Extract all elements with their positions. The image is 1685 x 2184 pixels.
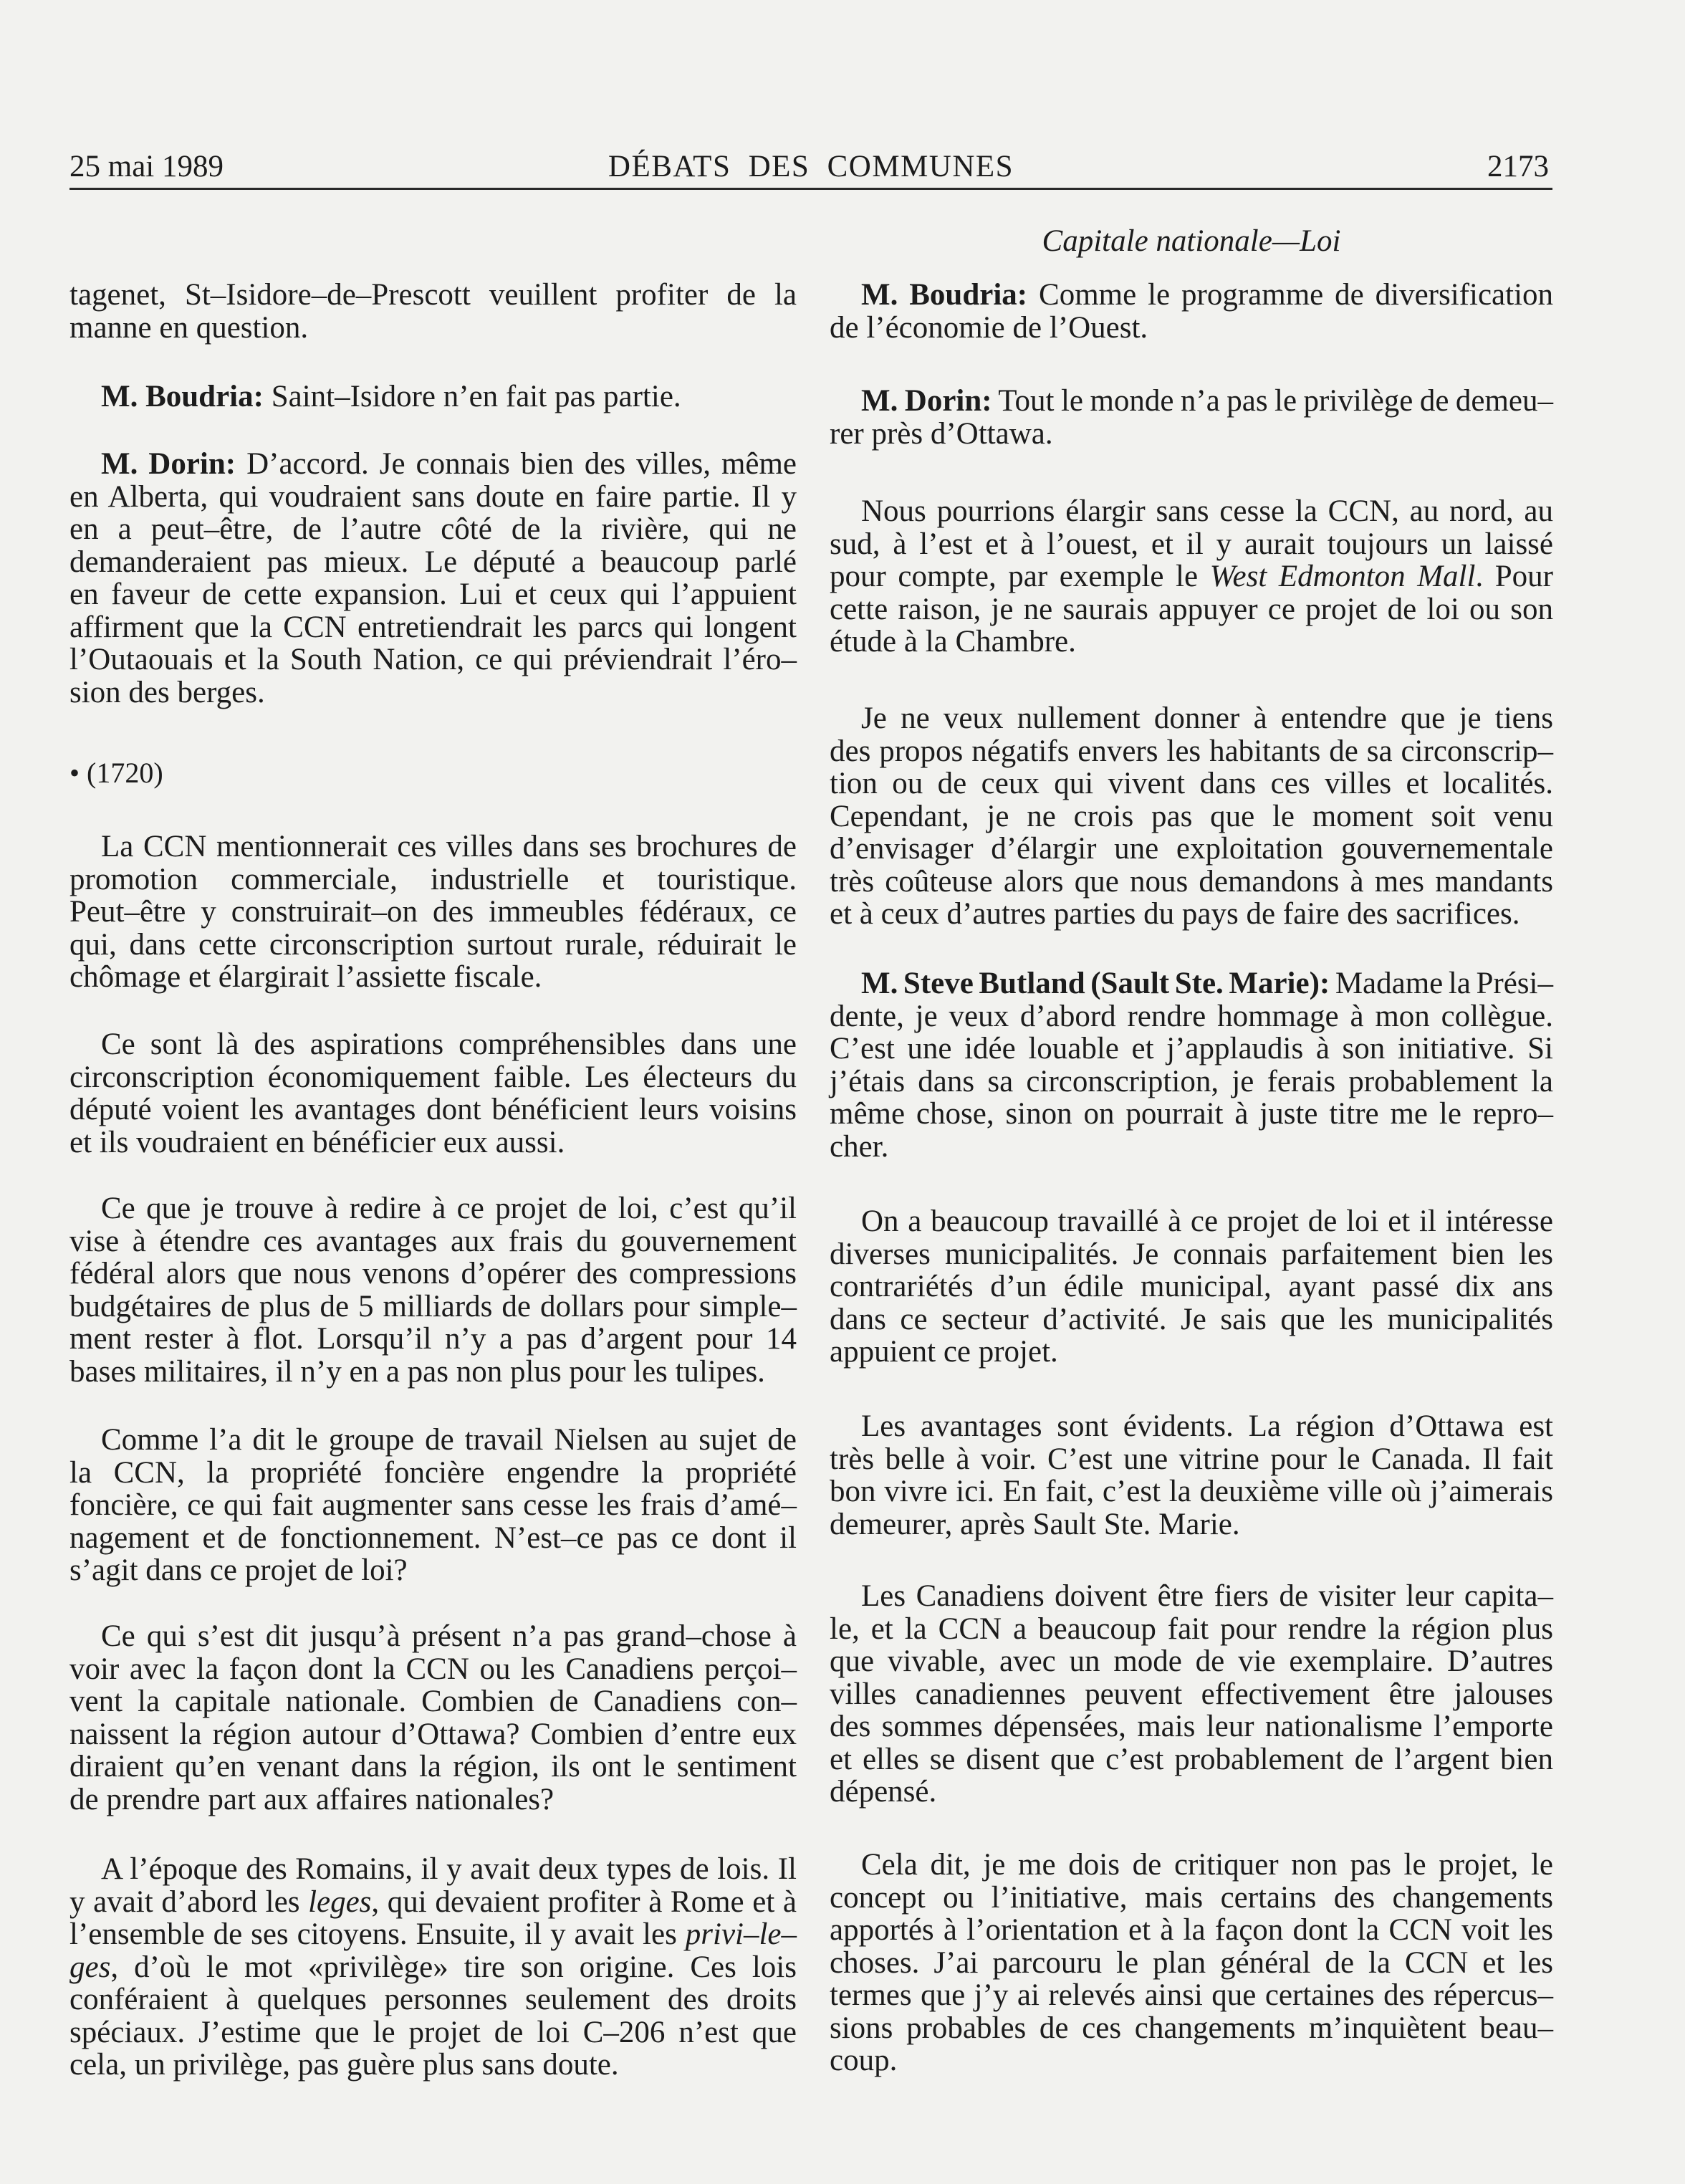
text-line: Ce sont là des aspirations compréhensibles dans une	[101, 1028, 797, 1061]
text-segment: l’ensemble de ses citoyens. Ensuite, il y avait les	[69, 1917, 677, 1951]
text-line: Peut–être y construirait–on des immeubles fédéraux, ce	[69, 895, 797, 929]
page-number: 2173	[1487, 150, 1549, 183]
text-line: chômage et élargirait l’assiette fiscale.	[69, 960, 542, 994]
paragraph	[830, 1849, 1553, 2077]
paragraph	[69, 1028, 797, 1159]
paragraph	[69, 380, 797, 413]
speech-text: Comme le programme de diversification	[1039, 278, 1554, 312]
paragraph	[830, 967, 1553, 1163]
text-line: bases militaires, il n’y en a pas non plus pour les tulipes.	[69, 1354, 765, 1389]
text-line: dans ce secteur d’activité. Je sais que les municipalités	[830, 1302, 1553, 1336]
text-line: voir avec la façon dont la CCN ou les Canadiens perçoi–	[69, 1652, 797, 1686]
text-line: demeurer, après Sault Ste. Marie.	[830, 1507, 1240, 1541]
text-line: Je ne veux nullement donner à entendre que je tiens	[861, 701, 1553, 735]
text-line: cela, un privilège, pas guère plus sans doute.	[69, 2048, 619, 2082]
text-line	[830, 967, 1553, 1000]
paragraph	[830, 1410, 1553, 1541]
text-line: Nous pourrions élargir sans cesse la CCN, au nord, au	[861, 494, 1553, 528]
text-line: contrariétés d’un édile municipal, ayant passé dix ans	[830, 1270, 1553, 1303]
speech-text: D’accord. Je connais bien des villes, même	[246, 447, 797, 481]
text-line: spéciaux. J’estime que le projet de loi C–206 n’est que	[69, 2015, 797, 2049]
text-segment: . Pour	[1475, 560, 1554, 593]
text-line: des sommes dépensées, mais leur nationalisme l’emporte	[830, 1710, 1553, 1743]
text-line: sion des berges.	[69, 675, 265, 709]
paragraph	[830, 702, 1553, 931]
text-line: promotion commerciale, industrielle et touristique.	[69, 862, 797, 896]
text-line: conféraient à quelques personnes seulement des droits	[69, 1983, 797, 2016]
left-column	[69, 0, 797, 2184]
text-line: le, et la CCN a beaucoup fait pour rendre la région plus	[830, 1611, 1553, 1646]
speaker-name: M. Dorin:	[101, 447, 236, 481]
emphasis-text: privi–le–	[685, 1917, 797, 1951]
paragraph	[830, 385, 1553, 450]
text-line: Les Canadiens doivent être fiers de visiter leur capita–	[861, 1579, 1553, 1613]
text-line: budgétaires de plus de 5 milliards de dollars pour simple–	[69, 1289, 797, 1323]
section-heading: Capitale nationale—Loi	[1042, 224, 1341, 258]
text-line	[69, 448, 797, 481]
text-line: et à ceux d’autres parties du pays de faire des sacrifices.	[830, 897, 1520, 931]
text-line: Comme l’a dit le groupe de travail Nielsen au sujet de	[101, 1423, 797, 1457]
text-line: villes canadiennes peuvent effectivement être jalouses	[830, 1677, 1553, 1711]
text-line: Les avantages sont évidents. La région d’Ottawa est	[861, 1409, 1553, 1443]
section-heading-block	[830, 225, 1553, 258]
text-line: dépensé.	[830, 1775, 937, 1809]
text-line	[830, 560, 1553, 593]
text-line	[69, 380, 797, 413]
text-line: Cependant, je ne crois pas que le moment soit venu	[830, 799, 1553, 833]
time-marker: • (1720)	[69, 757, 163, 789]
text-line: termes que j’y ai relevés ainsi que certaines des répercus–	[830, 1978, 1553, 2012]
text-line: très coûteuse alors que nous demandons à mes mandants	[830, 864, 1553, 899]
text-line: foncière, ce qui fait augmenter sans cesse les frais d’amé–	[69, 1488, 797, 1522]
emphasis-text: West Edmonton Mall	[1209, 560, 1476, 593]
text-line: tagenet, St–Isidore–de–Prescott veuillent profiter de la	[69, 278, 797, 312]
text-line: choses. J’ai parcouru le plan général de la CCN et les	[830, 1945, 1553, 1980]
speaker-name: M. Boudria:	[861, 278, 1028, 312]
text-line: vent la capitale nationale. Combien de Canadiens con–	[69, 1685, 797, 1718]
text-line: bon vivre ici. En fait, c’est la deuxième ville où j’aimerais	[830, 1475, 1553, 1508]
paragraph	[69, 448, 797, 709]
text-line: d’envisager d’élargir une exploitation gouvernementale	[830, 832, 1553, 866]
text-line: cher.	[830, 1129, 889, 1164]
text-line	[69, 1951, 797, 1984]
text-line: Ce que je trouve à redire à ce projet de loi, c’est qu’il	[101, 1192, 797, 1225]
paragraph	[830, 495, 1553, 658]
text-line: cette raison, je ne saurais appuyer ce projet de loi ou son	[830, 592, 1553, 626]
text-line: l’Outaouais et la South Nation, ce qui préviendrait l’éro–	[69, 643, 797, 676]
text-line: sud, à l’est et à l’ouest, et il y aurait toujours un laissé	[830, 527, 1553, 561]
speech-text: Madame la Prési–	[1335, 967, 1553, 1000]
text-line: très belle à voir. C’est une vitrine pour le Canada. Il fait	[830, 1442, 1553, 1476]
paragraph	[69, 279, 797, 344]
text-segment: y avait d’abord les	[69, 1884, 300, 1919]
text-line: Cela dit, je me dois de critiquer non pas le projet, le	[861, 1848, 1553, 1882]
text-line: A l’époque des Romains, il y avait deux types de lois. Il	[101, 1852, 797, 1886]
text-line: coup.	[830, 2044, 898, 2077]
text-line: diraient qu’en venant dans la région, ils ont le sentiment	[69, 1750, 797, 1783]
text-line: nagement et de fonctionnement. N’est–ce pas ce dont il	[69, 1520, 797, 1555]
text-line: vise à étendre ces avantages aux frais du gouvernement	[69, 1224, 797, 1258]
paragraph	[830, 1580, 1553, 1809]
text-line: circonscription économiquement faible. Les électeurs du	[69, 1060, 797, 1094]
text-line: La CCN mentionnerait ces villes dans ses brochures de	[101, 830, 797, 863]
text-line: Ce qui s’est dit jusqu’à présent n’a pas grand–chose à	[101, 1619, 797, 1653]
text-line: qui, dans cette circonscription surtout rurale, réduirait le	[69, 927, 797, 962]
text-line	[69, 1918, 797, 1951]
text-line: ment rester à flot. Lorsqu’il n’y a pas d’argent pour 14	[69, 1322, 797, 1356]
text-line: apportés à l’orientation et à la façon dont la CCN voit les	[830, 1913, 1553, 1947]
text-line: concept ou l’initiative, mais certains des changements	[830, 1880, 1553, 1915]
text-line: de l’économie de l’Ouest.	[830, 310, 1148, 345]
text-line: même chose, sinon on pourrait à juste titre me le repro–	[830, 1097, 1553, 1131]
paragraph	[69, 1620, 797, 1816]
text-line: j’étais dans sa circonscription, je ferais probablement la	[830, 1064, 1553, 1098]
text-line: la CCN, la propriété foncière engendre la propriété	[69, 1455, 797, 1490]
paragraph	[69, 830, 797, 994]
text-line: demanderaient pas mieux. Le député a beaucoup parlé	[69, 545, 797, 579]
text-line: C’est une idée louable et j’applaudis à son initiative. Si	[830, 1032, 1553, 1065]
text-line	[830, 279, 1553, 312]
speaker-name: M. Dorin:	[861, 384, 992, 418]
emphasis-text: leges	[308, 1884, 372, 1919]
text-line: et elles se disent que c’est probablement de l’argent bien	[830, 1742, 1553, 1776]
text-line: et ils voudraient en bénéficier eux aussi.	[69, 1125, 565, 1159]
text-segment: , d’où le mot «privilège» tire son origine. Ces lois	[110, 1950, 797, 1984]
text-segment: pour compte, par exemple le	[830, 560, 1199, 593]
paragraph	[69, 1192, 797, 1388]
text-line: des propos négatifs envers les habitants de sa circonscrip–	[830, 734, 1553, 768]
header-date: 25 mai 1989	[69, 150, 224, 183]
paragraph	[69, 1853, 797, 2082]
speech-text: Saint–Isidore n’en fait pas partie.	[271, 380, 681, 413]
paragraph	[830, 279, 1553, 344]
text-line: que vivable, avec un mode de vie exemplaire. D’autres	[830, 1644, 1553, 1678]
text-line: député voient les avantages dont bénéficient leurs voisins	[69, 1093, 797, 1126]
emphasis-text: ges	[69, 1950, 111, 1984]
right-column	[830, 0, 1553, 2184]
text-line: dente, je veux d’abord rendre hommage à mon collègue.	[830, 999, 1553, 1033]
text-line: affirment que la CCN entretiendrait les parcs qui longent	[69, 610, 797, 644]
text-line: sions probables de ces changements m’inquiètent beau–	[830, 2011, 1553, 2045]
text-line: tion ou de ceux qui vivent dans ces villes et localités.	[830, 767, 1553, 800]
text-line: naissent la région autour d’Ottawa? Combien d’entre eux	[69, 1717, 797, 1751]
text-line: en Alberta, qui voudraient sans doute en faire partie. Il y	[69, 479, 797, 514]
text-line	[69, 1886, 797, 1919]
paragraph	[830, 1205, 1553, 1369]
header-title: DÉBATS DES COMMUNES	[608, 150, 1014, 183]
text-line: diverses municipalités. Je connais parfaitement bien les	[830, 1237, 1553, 1271]
speaker-name: M. Steve Butland (Sault Ste. Marie):	[861, 967, 1330, 1000]
text-line: rer près d’Ottawa.	[830, 416, 1053, 451]
time-marker-block	[69, 757, 797, 790]
text-line: étude à la Chambre.	[830, 625, 1076, 658]
text-line: en faveur de cette expansion. Lui et ceux qui l’appuient	[69, 578, 797, 611]
speaker-name: M. Boudria:	[101, 380, 264, 413]
text-line: de prendre part aux affaires nationales?	[69, 1782, 555, 1816]
text-line: en a peut–être, de l’autre côté de la rivière, qui ne	[69, 512, 797, 546]
text-line: appuient ce projet.	[830, 1335, 1058, 1369]
paragraph	[69, 1424, 797, 1587]
text-line: manne en question.	[69, 310, 309, 345]
text-line: fédéral alors que nous venons d’opérer des compressions	[69, 1257, 797, 1290]
text-line	[830, 385, 1553, 418]
text-line: s’agit dans ce projet de loi?	[69, 1553, 408, 1587]
text-segment: , qui devaient profiter à Rome et à	[371, 1884, 797, 1919]
text-line: On a beaucoup travaillé à ce projet de loi et il intéresse	[861, 1204, 1553, 1238]
speech-text: Tout le monde n’a pas le privilège de demeu–	[998, 384, 1553, 418]
